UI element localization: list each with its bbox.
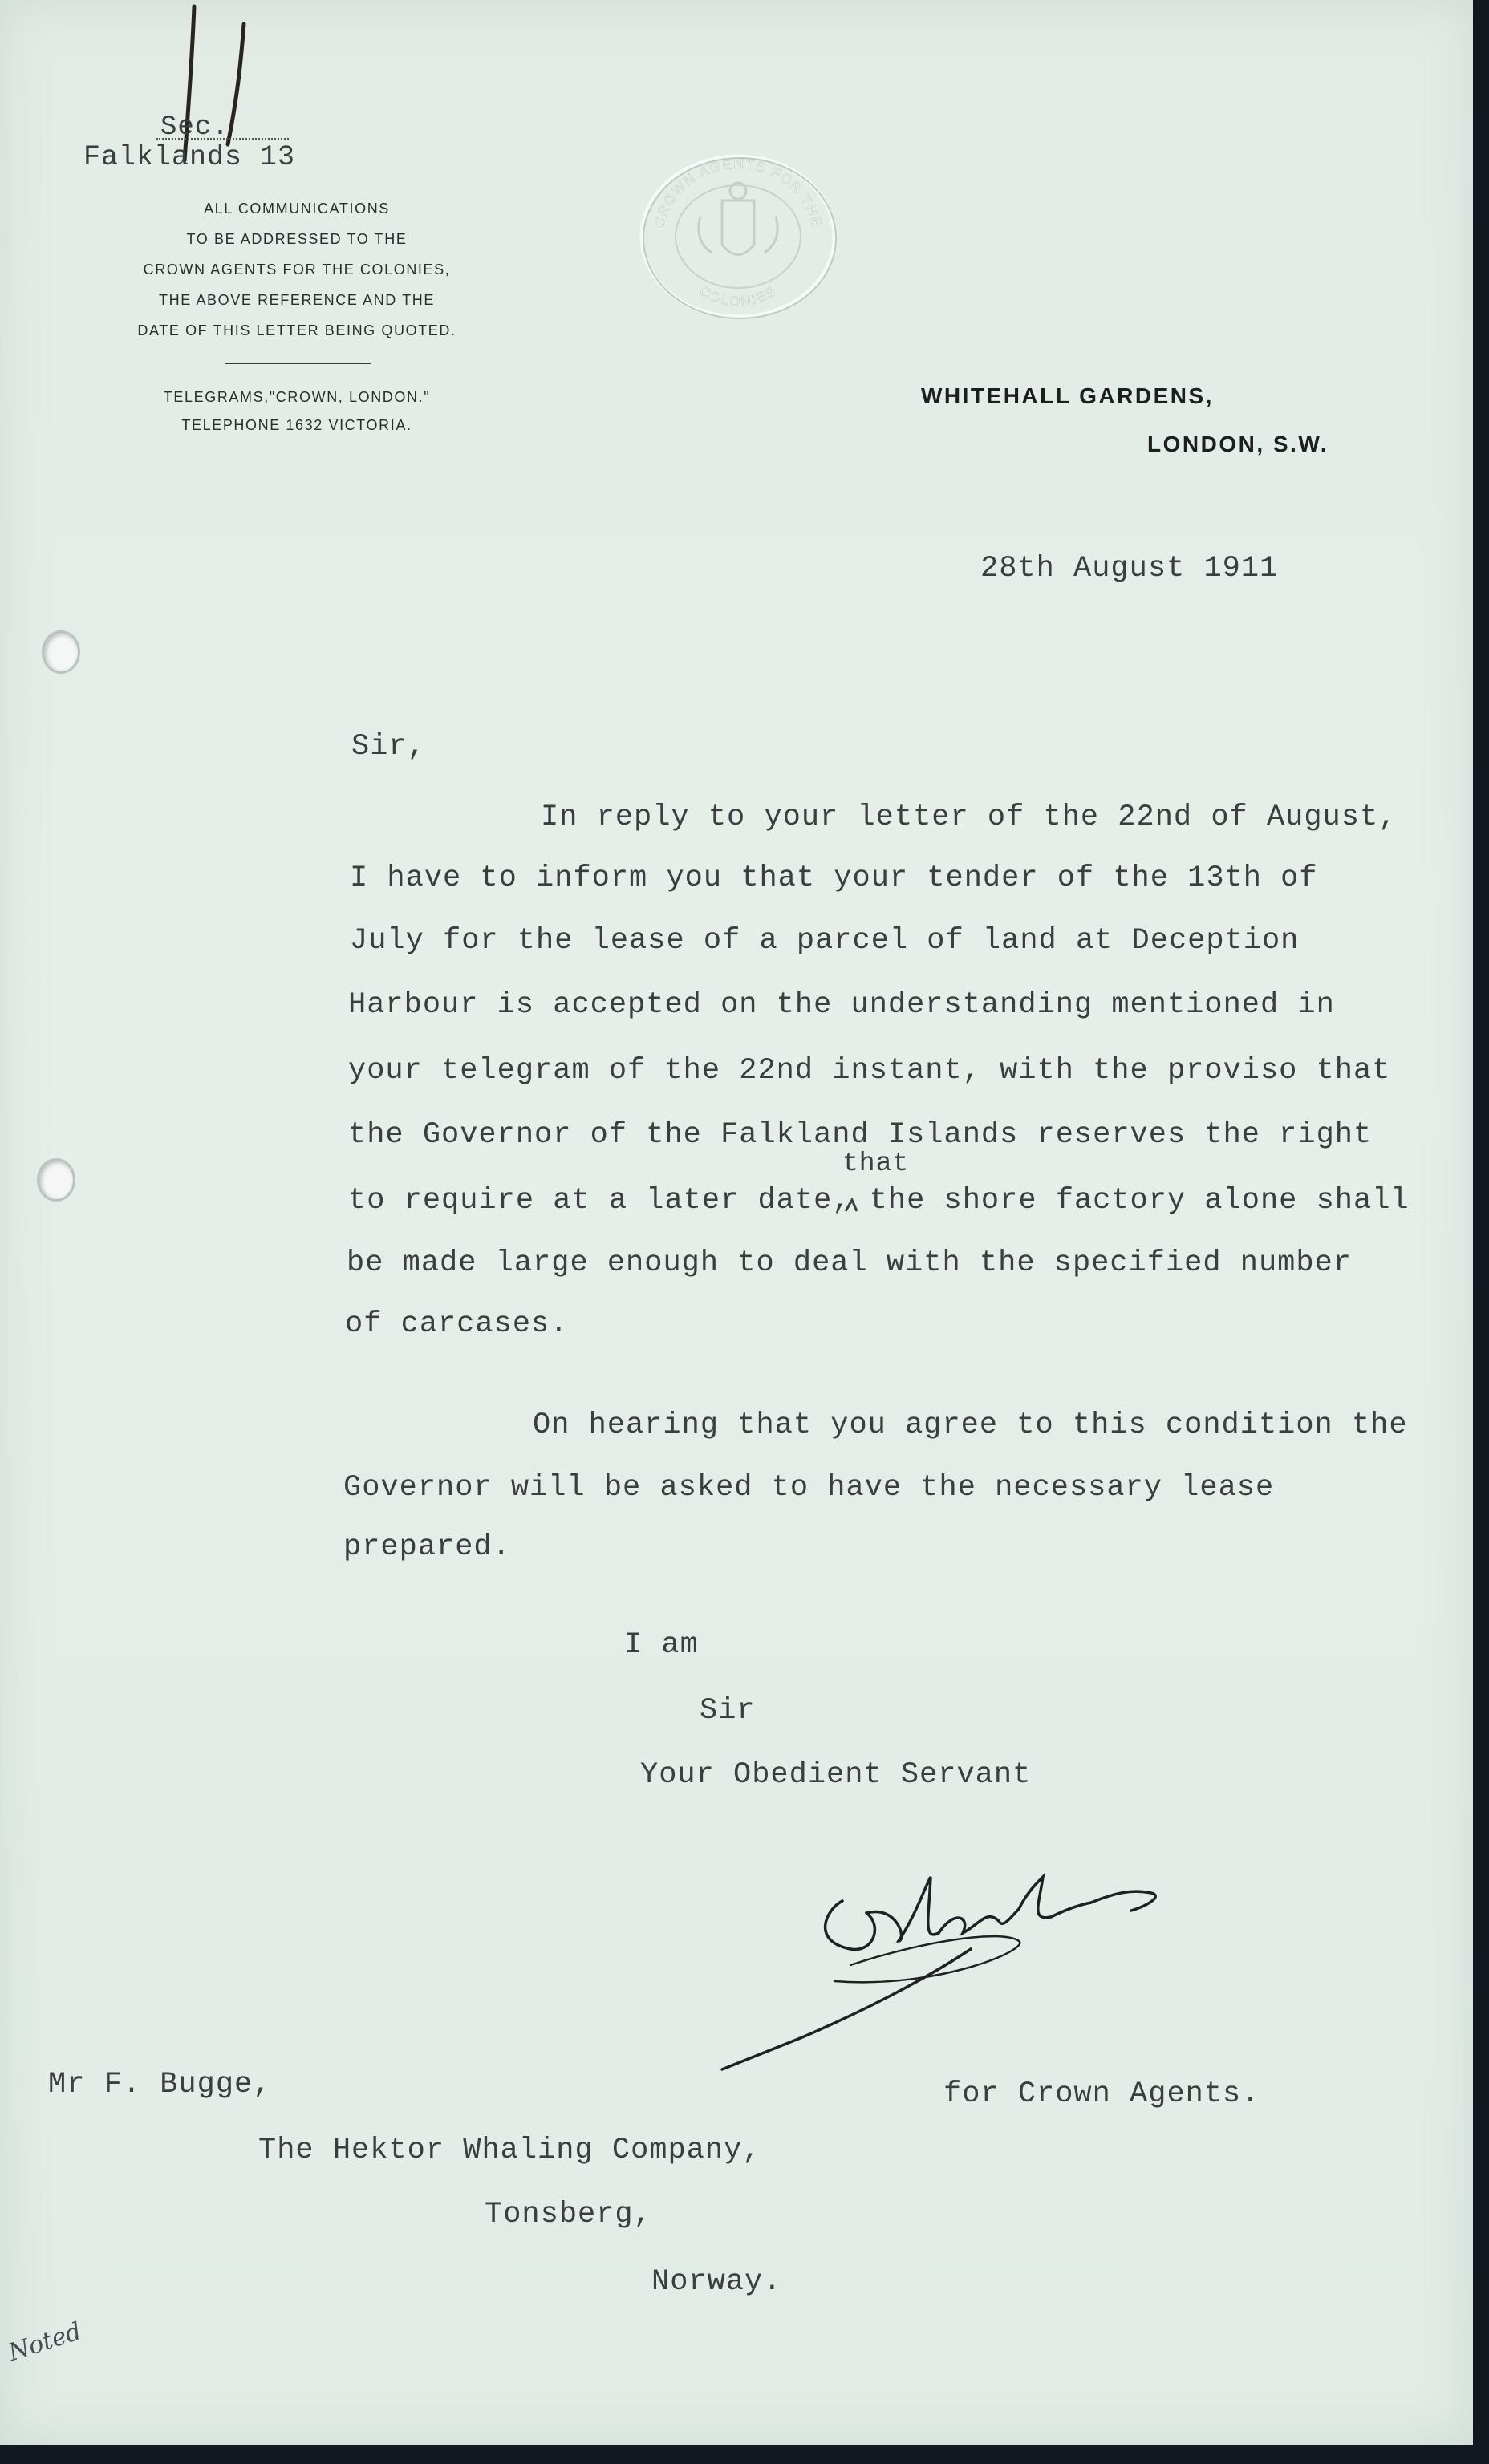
instruction-line: CROWN AGENTS FOR THE COLONIES, [143, 261, 451, 278]
margin-note: Noted [5, 2317, 85, 2368]
closing-i-am: I am [624, 1628, 699, 1662]
body-line: I have to inform you that your tender of the 13th of [350, 861, 1318, 895]
letter-date: 28th August 1911 [980, 552, 1279, 586]
instruction-line: THE ABOVE REFERENCE AND THE [159, 292, 435, 308]
seal-text-bottom: COLONIES [696, 283, 780, 310]
crown-agents-embossed-seal [638, 152, 838, 321]
closing-sir: Sir [700, 1694, 756, 1728]
paragraph2-line: Governor will be asked to have the necessary lease [343, 1471, 1275, 1505]
handwritten-signature [714, 1829, 1227, 2085]
recipient-company: The Hektor Whaling Company, [258, 2134, 761, 2167]
body-line: of carcases. [345, 1307, 569, 1341]
paragraph2-line: On hearing that you agree to this condition the [533, 1408, 1408, 1442]
instruction-line: DATE OF THIS LETTER BEING QUOTED. [137, 322, 456, 338]
address-line-2: LONDON, S.W. [1147, 432, 1329, 456]
insertion-word: that [842, 1149, 910, 1178]
salutation: Sir, [351, 730, 426, 764]
paragraph2-line: prepared. [343, 1530, 511, 1564]
instruction-line: TO BE ADDRESSED TO THE [186, 231, 408, 247]
body-line: to require at a later date, the shore factory alone shall [348, 1184, 1410, 1218]
punch-hole-bottom [37, 1158, 75, 1202]
reference-sec: Sec. [160, 112, 229, 143]
body-line: In reply to your letter of the 22nd of August, [541, 800, 1398, 834]
body-line: Harbour is accepted on the understanding mentioned in [348, 988, 1335, 1022]
instructions-divider [225, 363, 371, 364]
body-line: your telegram of the 22nd instant, with the proviso that [348, 1054, 1391, 1088]
body-line: be made large enough to deal with the specified number [347, 1246, 1352, 1280]
seal-text-top: CROWN AGENTS FOR THE [651, 156, 826, 229]
signature-role: for Crown Agents. [943, 2077, 1260, 2111]
closing-servant: Your Obedient Servant [640, 1758, 1032, 1792]
body-line: July for the lease of a parcel of land at Deception [350, 924, 1300, 958]
telegrams-line: TELEGRAMS,"CROWN, LONDON." [163, 389, 431, 405]
instructions-block [104, 201, 489, 339]
punch-hole-top [42, 630, 80, 674]
reference-dotted-line [156, 138, 289, 140]
recipient-name: Mr F. Bugge, [48, 2068, 272, 2101]
svg-text:CROWN AGENTS FOR THE [651, 156, 826, 229]
telephone-line: TELEPHONE 1632 VICTORIA. [181, 417, 412, 433]
address-line-1: WHITEHALL GARDENS, [921, 383, 1214, 408]
svg-text:COLONIES [697, 283, 779, 309]
instruction-line: ALL COMMUNICATIONS [204, 201, 390, 217]
reference-file: Falklands 13 [83, 141, 296, 173]
recipient-city: Tonsberg, [485, 2198, 652, 2231]
recipient-country: Norway. [651, 2265, 782, 2299]
body-line: the Governor of the Falkland Islands reserves the right [348, 1118, 1373, 1152]
